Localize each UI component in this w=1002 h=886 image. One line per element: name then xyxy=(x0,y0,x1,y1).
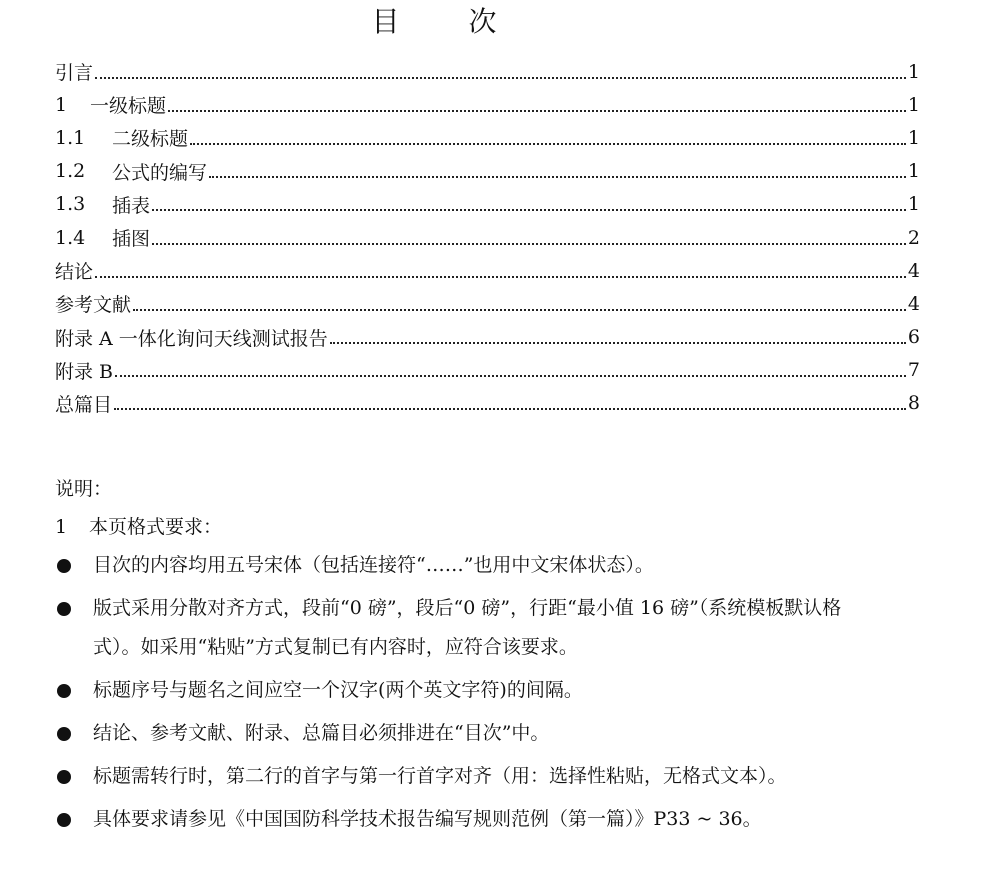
toc-number: 1 xyxy=(55,93,68,116)
toc-leader xyxy=(95,276,906,278)
note-bullet xyxy=(55,546,955,585)
toc-page-number: 1 xyxy=(907,60,920,83)
bullet-dot-icon xyxy=(57,727,71,741)
bullet-dot-icon xyxy=(57,813,71,827)
bullet-dot-icon xyxy=(57,602,71,616)
toc-label: 结论 xyxy=(55,261,94,284)
toc-leader xyxy=(115,375,906,377)
toc-label: 插表 xyxy=(112,194,151,217)
table-of-contents xyxy=(55,55,920,420)
toc-number: 1.4 xyxy=(55,226,86,249)
note-bullet-text: 标题序号与题名之间应空一个汉字(两个英文字符)的间隔。 xyxy=(93,679,583,701)
toc-label: 引言 xyxy=(55,62,94,85)
toc-number: 1.3 xyxy=(55,193,86,216)
toc-leader xyxy=(209,176,906,178)
toc-row[interactable] xyxy=(55,55,920,88)
toc-row[interactable] xyxy=(55,121,920,154)
toc-page-number: 4 xyxy=(907,259,920,282)
toc-label: 附录 B xyxy=(55,360,114,383)
toc-row[interactable] xyxy=(55,188,920,221)
note-bullet-text: 具体要求请参见《中国国防科学技术报告编写规则范例（第一篇）》P33 ~ 36。 xyxy=(93,808,762,830)
toc-leader xyxy=(190,143,906,145)
toc-label: 公式的编写 xyxy=(112,161,208,184)
toc-leader xyxy=(168,110,906,112)
toc-row[interactable] xyxy=(55,321,920,354)
notes-sub-number: 1 xyxy=(55,516,68,538)
toc-label: 附录 A 一体化询问天线测试报告 xyxy=(55,327,328,350)
toc-page-number: 1 xyxy=(907,193,920,216)
note-bullet-text: 结论、参考文献、附录、总篇目必须排进在“目次”中。 xyxy=(93,722,550,744)
toc-leader xyxy=(330,342,906,344)
bullet-dot-icon xyxy=(57,770,71,784)
page-title: 目 次 xyxy=(371,5,527,38)
toc-label: 参考文献 xyxy=(55,294,132,317)
toc-row[interactable] xyxy=(55,287,920,320)
notes-sub-label: 本页格式要求： xyxy=(89,516,223,538)
note-bullet xyxy=(55,671,955,710)
note-bullet-text: 版式采用分散对齐方式，段前“0 磅”，段后“0 磅”，行距“最小值 16 磅”（系统模板默认格式）。如采用“粘贴”方式复制已有内容时，应符合该要求。 xyxy=(93,597,842,658)
toc-leader xyxy=(152,209,906,211)
toc-row[interactable] xyxy=(55,387,920,420)
toc-label: 二级标题 xyxy=(112,128,189,151)
toc-page-number: 4 xyxy=(907,292,920,315)
note-bullet xyxy=(55,589,955,667)
notes-section xyxy=(55,470,955,843)
note-bullet-text: 目次的内容均用五号宋体（包括连接符“……”也用中文宋体状态）。 xyxy=(93,554,654,576)
toc-page-number: 2 xyxy=(907,226,920,249)
toc-label: 总篇目 xyxy=(55,393,113,416)
notes-heading: 说明： xyxy=(55,478,113,500)
bullet-dot-icon xyxy=(57,684,71,698)
toc-leader xyxy=(152,243,906,245)
toc-row[interactable] xyxy=(55,354,920,387)
toc-page-number: 1 xyxy=(907,160,920,183)
note-bullet xyxy=(55,757,955,796)
toc-row[interactable] xyxy=(55,88,920,121)
toc-row[interactable] xyxy=(55,221,920,254)
toc-label: 一级标题 xyxy=(90,95,167,118)
toc-row[interactable] xyxy=(55,254,920,287)
toc-page-number: 7 xyxy=(907,359,920,382)
toc-label: 插图 xyxy=(112,228,151,251)
toc-page-number: 8 xyxy=(907,392,920,415)
toc-page-number: 1 xyxy=(907,126,920,149)
note-bullet xyxy=(55,714,955,753)
toc-leader xyxy=(133,309,906,311)
note-bullet-text: 标题需转行时，第二行的首字与第一行首字对齐（用：选择性粘贴，无格式文本）。 xyxy=(93,765,787,787)
notes-subheading xyxy=(55,508,955,546)
toc-number: 1.1 xyxy=(55,126,86,149)
toc-leader xyxy=(114,408,906,410)
toc-number: 1.2 xyxy=(55,160,86,183)
toc-page-number: 6 xyxy=(907,326,920,349)
note-bullet xyxy=(55,800,955,839)
toc-row[interactable] xyxy=(55,155,920,188)
bullet-dot-icon xyxy=(57,559,71,573)
toc-leader xyxy=(95,77,906,79)
toc-page-number: 1 xyxy=(907,93,920,116)
